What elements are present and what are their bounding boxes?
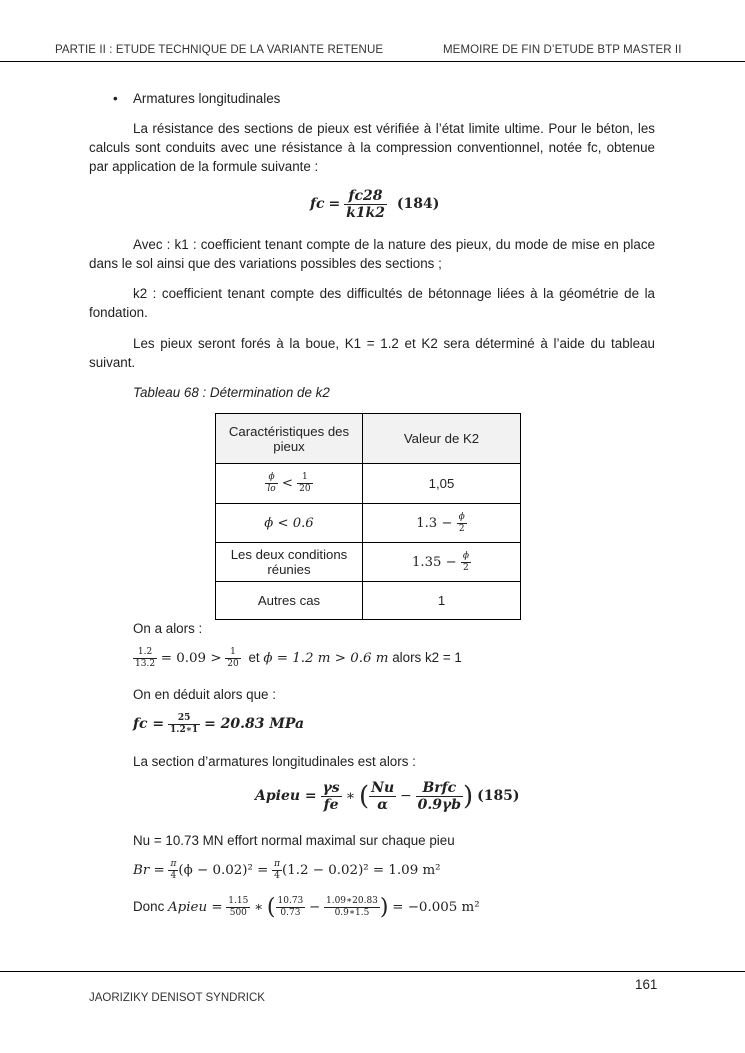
br-expr2: (1.2 − 0.02)² = 1.09 m²: [282, 863, 441, 879]
eq185-lhs: Apieu =: [255, 788, 317, 805]
k2-table: [215, 413, 521, 620]
table-cell-condition: [216, 464, 363, 504]
paragraph-k2: k2 : coefficient tenant compte des difficultés de bétonnage liées à la géométrie de la fondation.: [89, 286, 655, 320]
cond-rnum: 1: [297, 472, 312, 484]
cond-rden: 20: [299, 484, 311, 494]
header-left: PARTIE II : ETUDE TECHNIQUE DE LA VARIANTE RETENUE: [55, 44, 384, 56]
text-deduit: On en déduit alors que :: [133, 687, 276, 702]
check-den2: 20: [227, 659, 239, 669]
donc-n1: 1.15: [228, 896, 249, 906]
value-den: 2: [458, 523, 465, 534]
eq185-minus: −: [400, 788, 412, 805]
donc-minus: −: [309, 900, 321, 916]
table-cell-condition: ϕ < 0.6: [216, 504, 363, 543]
br-lhs: Br =: [133, 863, 165, 879]
donc-n2: 10.73: [277, 896, 304, 906]
equation-185: [255, 780, 520, 813]
eq185-f3-num: Brfc: [416, 780, 463, 797]
footer-author: JAORIZIKY DENISOT SYNDRICK: [89, 992, 265, 1004]
check-den1: 13.2: [135, 659, 156, 669]
br-expr1: (ϕ − 0.02)² =: [178, 863, 269, 879]
table-header-row: [216, 414, 521, 464]
donc-lparen: (: [266, 895, 276, 920]
check-et: et: [248, 650, 260, 666]
eq184-number: (184): [396, 196, 440, 213]
text-on-a-alors: On a alors :: [133, 621, 203, 636]
equation-184: [310, 188, 439, 221]
eq185-f1-den: fe: [323, 797, 339, 813]
fc-den: 1.2∗1: [170, 725, 199, 735]
table-row: [216, 543, 521, 582]
text-section: La section d’armatures longitudinales est alors :: [133, 754, 416, 769]
header-rule: [0, 61, 745, 62]
bullet-icon: •: [113, 91, 118, 106]
eq185-number: (185): [477, 788, 520, 805]
donc-label: Donc: [133, 899, 165, 915]
section-heading: Armatures longitudinales: [133, 91, 281, 106]
donc-rparen: ): [379, 895, 389, 920]
donc-d1: 500: [229, 908, 247, 918]
text-nu: Nu = 10.73 MN effort normal maximal sur chaque pieu: [133, 833, 455, 848]
table-header-cell: Caractéristiques des pieux: [216, 414, 363, 464]
header-right: MEMOIRE DE FIN D’ETUDE BTP MASTER II: [443, 44, 682, 56]
eq185-f2-num: Nu: [371, 780, 395, 796]
value-num: ϕ: [462, 550, 469, 561]
table-caption: Tableau 68 : Détermination de k2: [133, 385, 330, 400]
fc-calculation: [133, 713, 304, 736]
check-mid: = 0.09 >: [160, 651, 222, 667]
donc-calculation: [133, 895, 480, 920]
eq184-equals: =: [328, 196, 341, 213]
check-num1: 1.2: [133, 647, 157, 659]
paragraph-k1: Avec : k1 : coefficient tenant compte de la nature des pieux, du mode de mise en place dans le sol ainsi que des variations possibles des sections ;: [89, 237, 655, 271]
check-conclusion: alors k2 = 1: [392, 650, 462, 666]
check-num2: 1: [225, 647, 240, 659]
value-expr: 1.3 −: [416, 515, 453, 531]
eq185-times: ∗: [345, 788, 356, 805]
table-cell-value: 1,05: [363, 464, 521, 504]
page-number: 161: [635, 977, 658, 992]
donc-times: ∗: [254, 900, 264, 916]
table-row: [216, 504, 521, 543]
footer-rule: [0, 971, 745, 972]
table-row: [216, 582, 521, 620]
check-line: [133, 647, 462, 670]
donc-d3: 0.9∗1.5: [334, 908, 370, 918]
br-four-2: 4: [274, 871, 280, 881]
br-pi: π: [170, 859, 177, 869]
table-cell-condition: Autres cas: [216, 582, 363, 620]
table-cell-value: [363, 543, 521, 582]
fc-lhs: fc =: [133, 716, 165, 733]
eq185-f2-den: α: [377, 797, 389, 813]
fc-num: 25: [168, 713, 200, 725]
br-four: 4: [170, 871, 177, 881]
value-num: ϕ: [458, 511, 465, 522]
br-calculation: [133, 859, 441, 882]
cond-num: ϕ: [265, 472, 277, 484]
check-phi: ϕ = 1.2 m > 0.6 m: [263, 651, 389, 667]
eq185-f3-den: 0.9γb: [417, 797, 462, 813]
eq184-den: k1k2: [346, 205, 385, 221]
donc-lhs: Apieu =: [168, 900, 223, 916]
table-row: [216, 464, 521, 504]
value-expr: 1.35 −: [412, 554, 457, 570]
cond-den: lo: [267, 484, 276, 494]
paragraph-intro: La résistance des sections de pieux est vérifiée à l’état limite ultime. Pour le béton, les calculs sont conduits avec une résistance à la compression conventionnel, notée fc, obtenue par application de la formule suivante :: [89, 121, 655, 174]
eq184-lhs: fc: [310, 196, 325, 213]
donc-d2: 0.73: [280, 908, 301, 918]
eq184-num: fc28: [344, 188, 387, 205]
table-cell-condition: Les deux conditions réunies: [216, 543, 363, 582]
donc-n3: 1.09∗20.83: [325, 896, 378, 906]
paragraph-boue: Les pieux seront forés à la boue, K1 = 1.2 et K2 sera déterminé à l’aide du tableau suivant.: [89, 336, 655, 370]
eq185-lparen: (: [358, 781, 370, 812]
value-den: 2: [463, 562, 469, 573]
eq185-f1-num: γs: [322, 780, 340, 796]
fc-result: = 20.83 MPa: [204, 716, 305, 733]
table-header-cell: Valeur de K2: [363, 414, 521, 464]
table-cell-value: [363, 504, 521, 543]
cond-op: <: [281, 476, 293, 491]
br-pi-2: π: [274, 859, 280, 869]
table-cell-value: 1: [363, 582, 521, 620]
donc-result: = −0.005 m²: [392, 900, 480, 916]
eq185-rparen: ): [463, 781, 474, 812]
